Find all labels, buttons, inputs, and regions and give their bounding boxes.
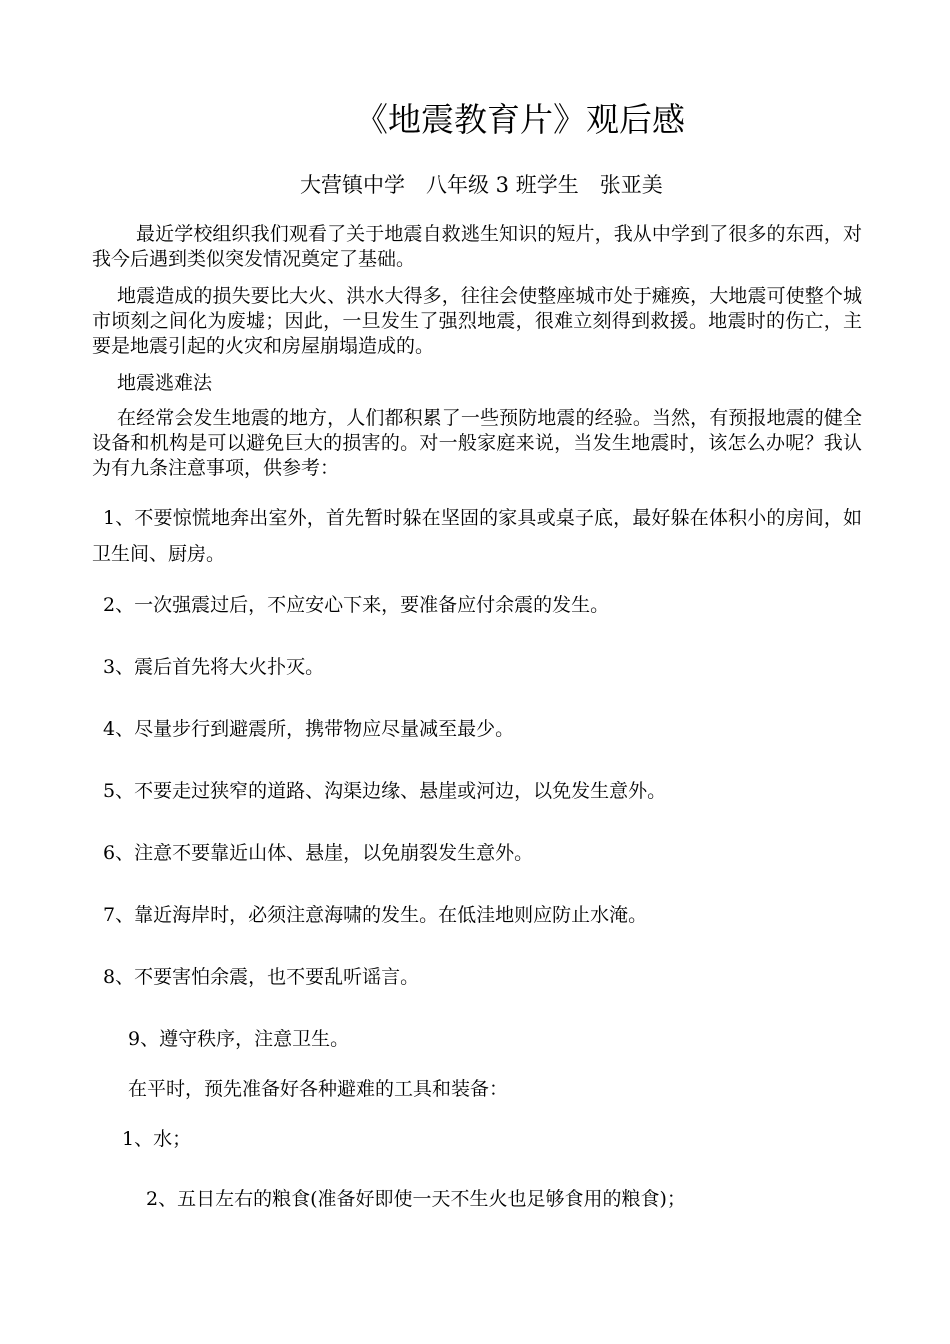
tip-item-5: 5、不要走过狭窄的道路、沟渠边缘、悬崖或河边，以免发生意外。 xyxy=(103,780,667,802)
tip-item-8: 8、不要害怕余震，也不要乱听谣言。 xyxy=(103,966,420,988)
paragraph-intro: 最近学校组织我们观看了关于地震自救逃生知识的短片，我从中学到了很多的东西，对我今后遇到类似突发情况奠定了基础。 xyxy=(92,223,862,270)
paragraph-experience: 在经常会发生地震的地方，人们都积累了一些预防地震的经验。当然，有预报地震的健全设备和机构是可以避免巨大的损害的。对一般家庭来说，当发生地震时，该怎么办呢？我认为有九条注意事项，供参考： xyxy=(92,407,862,479)
paragraph-damage: 地震造成的损失要比大火、洪水大得多，往往会使整座城市处于瘫痪，大地震可使整个城市顷刻之间化为废墟；因此，一旦发生了强烈地震，很难立刻得到救援。地震时的伤亡，主要是地震引起的火灾和房屋崩塌造成的。 xyxy=(92,285,862,357)
tip-item-2: 2、一次强震过后，不应安心下来，要准备应付余震的发生。 xyxy=(103,594,610,616)
prep-item-1: 1、水； xyxy=(122,1128,192,1150)
tip-item-3: 3、震后首先将大火扑灭。 xyxy=(103,656,325,678)
tip-item-7: 7、靠近海岸时，必须注意海啸的发生。在低洼地则应防止水淹。 xyxy=(103,904,648,926)
prep-item-2: 2、五日左右的粮食(准备好即使一天不生火也足够食用的粮食)； xyxy=(146,1188,686,1210)
document-title: 《地震教育片》观后感 xyxy=(355,100,685,139)
section-heading-escape: 地震逃难法 xyxy=(117,372,213,394)
tip-item-1: 1、不要惊慌地奔出室外，首先暂时躲在坚固的家具或桌子底，最好躲在体积小的房间，如卫生间、厨房。 xyxy=(92,507,862,565)
document-subtitle: 大营镇中学 八年级 3 班学生 张亚美 xyxy=(300,173,663,197)
tip-item-9: 9、遵守秩序，注意卫生。 xyxy=(128,1028,350,1050)
tip-item-6: 6、注意不要靠近山体、悬崖，以免崩裂发生意外。 xyxy=(103,842,534,864)
tip-item-4: 4、尽量步行到避震所，携带物应尽量减至最少。 xyxy=(103,718,515,740)
prep-intro: 在平时，预先准备好各种避难的工具和装备： xyxy=(128,1078,509,1100)
